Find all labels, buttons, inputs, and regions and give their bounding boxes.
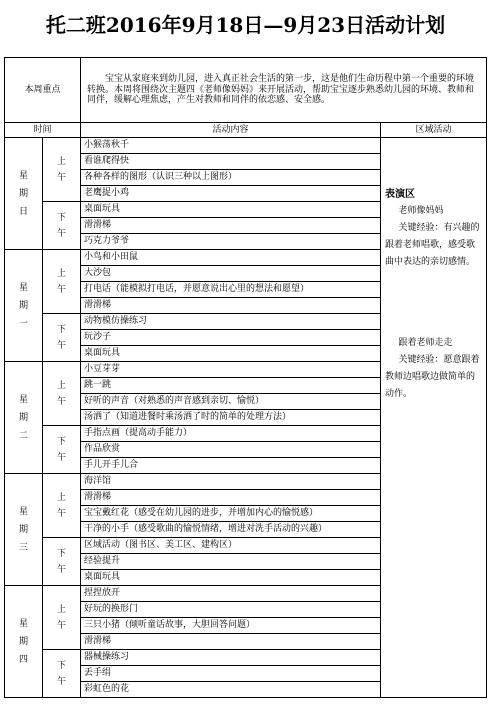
half-day-char: 下 <box>57 436 67 447</box>
half-day-char: 午 <box>57 620 67 631</box>
activity-cell: 大沙包 <box>81 266 381 282</box>
day-label-char: 三 <box>18 542 28 553</box>
activity-cell: 三只小猪（倾听童话故事，大胆回答问题） <box>81 618 381 634</box>
activity-cell: 小豆芽芽 <box>81 362 381 378</box>
focus-row <box>5 58 487 123</box>
area-activity-name: 老师像妈妈 <box>398 206 444 216</box>
afternoon-label <box>43 650 81 698</box>
half-day-char: 午 <box>57 564 67 575</box>
half-day-char: 午 <box>57 508 67 519</box>
activity-cell: 看谁爬得快 <box>81 154 381 170</box>
afternoon-label <box>43 314 81 362</box>
half-day-char: 上 <box>57 268 67 279</box>
day-label <box>5 586 43 698</box>
header-time: 时间 <box>5 123 81 138</box>
day-label <box>5 250 43 362</box>
activity-cell: 滑滑梯 <box>81 298 381 314</box>
half-day-char: 午 <box>57 284 67 295</box>
area-activity-cell <box>381 138 487 698</box>
morning-label <box>43 138 81 202</box>
activity-cell: 滑滑梯 <box>81 490 381 506</box>
activity-cell: 汤洒了（知道进餐时乘汤洒了时的简单的处理方法） <box>81 410 381 426</box>
day-label-char: 星 <box>18 282 28 293</box>
area-block-performance <box>385 186 482 271</box>
activity-cell: 小鸟和小田鼠 <box>81 250 381 266</box>
activity-cell: 手儿开手儿合 <box>81 458 381 474</box>
activity-cell: 作品欣赏 <box>81 442 381 458</box>
header-area: 区域活动 <box>381 123 487 138</box>
half-day-char: 下 <box>57 548 67 559</box>
day-label-char: 日 <box>18 206 28 217</box>
activity-cell: 海洋馆 <box>81 474 381 490</box>
activity-cell: 桌面玩具 <box>81 346 381 362</box>
half-day-char: 下 <box>57 324 67 335</box>
activity-cell: 滑滑梯 <box>81 634 381 650</box>
day-label-char: 星 <box>18 618 28 629</box>
day-label <box>5 474 43 586</box>
activity-cell: 好玩的换形门 <box>81 602 381 618</box>
day-label <box>5 362 43 474</box>
activity-cell: 彩虹色的花 <box>81 682 381 698</box>
area-activity-name: 跟着老师走走 <box>398 338 453 348</box>
activity-cell: 跳一跳 <box>81 378 381 394</box>
focus-label: 本周重点 <box>5 58 81 123</box>
header-row <box>5 123 487 138</box>
activity-cell: 宝宝戴红花（感受在幼儿园的进步，并增加内心的愉悦感） <box>81 506 381 522</box>
half-day-char: 午 <box>57 676 67 687</box>
activity-cell: 区域活动（图书区、美工区、建构区） <box>81 538 381 554</box>
activity-cell: 捏捏放开 <box>81 586 381 602</box>
table-row <box>5 138 487 154</box>
morning-label <box>43 250 81 314</box>
half-day-char: 午 <box>57 228 67 239</box>
activity-cell: 干净的小手（感受歌曲的愉悦情绪，增进对洗手活动的兴趣） <box>81 522 381 538</box>
activity-cell: 小猴荡秋千 <box>81 138 381 154</box>
page-title: 托二班2016年9月18日—9月23日活动计划 <box>45 13 446 37</box>
day-label-char: 二 <box>18 430 28 441</box>
day-label-char: 期 <box>18 412 28 423</box>
area-block-follow <box>385 335 482 403</box>
half-day-char: 下 <box>57 212 67 223</box>
area-key-experience: 关键经验：有兴趣的跟着老师唱歌，感受歌曲中表达的亲切感情。 <box>385 223 480 267</box>
day-label-char: 期 <box>18 188 28 199</box>
half-day-char: 上 <box>57 492 67 503</box>
half-day-char: 午 <box>57 452 67 463</box>
focus-text: 宝宝从家庭来到幼儿园，进入真正社会生活的第一步，这是他们生命历程中第一个重要的环境转换。本周将围绕次主题四《老师像妈妈》来开展活动，帮助宝宝逐步熟悉幼儿园的环境、教师和同伴，缓解心理焦虑，产生对教师和同伴的依恋感、安全感。 <box>81 58 487 123</box>
half-day-char: 上 <box>57 380 67 391</box>
activity-plan-table <box>4 57 487 698</box>
afternoon-label <box>43 202 81 250</box>
day-label-char: 一 <box>18 318 28 329</box>
day-label-char: 期 <box>18 524 28 535</box>
day-label-char: 期 <box>18 636 28 647</box>
activity-cell: 各种各样的图形（认识三种以上图形） <box>81 170 381 186</box>
activity-cell: 滑滑梯 <box>81 218 381 234</box>
activity-cell: 丢手绢 <box>81 666 381 682</box>
day-label-char: 星 <box>18 170 28 181</box>
activity-cell: 打电话（能模拟打电话，并愿意说出心里的想法和愿望） <box>81 282 381 298</box>
morning-label <box>43 586 81 650</box>
activity-cell: 桌面玩具 <box>81 202 381 218</box>
activity-cell: 器械操练习 <box>81 650 381 666</box>
area-key-experience: 关键经验：愿意跟着教师边唱歌边做简单的动作。 <box>385 355 480 399</box>
day-label-char: 星 <box>18 506 28 517</box>
activity-cell: 经验提升 <box>81 554 381 570</box>
activity-cell: 好听的声音（对熟悉的声音感到亲切、愉悦） <box>81 394 381 410</box>
morning-label <box>43 474 81 538</box>
half-day-char: 上 <box>57 156 67 167</box>
activity-cell: 动物模仿操练习 <box>81 314 381 330</box>
morning-label <box>43 362 81 426</box>
header-activity: 活动内容 <box>81 123 381 138</box>
day-label-char: 期 <box>18 300 28 311</box>
half-day-char: 上 <box>57 604 67 615</box>
day-label-char: 四 <box>18 654 28 665</box>
activity-cell: 手指点画（提高动手能力） <box>81 426 381 442</box>
half-day-char: 午 <box>57 396 67 407</box>
day-label-char: 星 <box>18 394 28 405</box>
activity-cell: 玩沙子 <box>81 330 381 346</box>
afternoon-label <box>43 426 81 474</box>
half-day-char: 午 <box>57 340 67 351</box>
half-day-char: 午 <box>57 172 67 183</box>
afternoon-label <box>43 538 81 586</box>
day-label <box>5 138 43 250</box>
activity-cell: 桌面玩具 <box>81 570 381 586</box>
activity-cell: 巧克力爷爷 <box>81 234 381 250</box>
activity-cell: 老鹰捉小鸡 <box>81 186 381 202</box>
area-title: 表演区 <box>385 189 416 200</box>
half-day-char: 下 <box>57 660 67 671</box>
